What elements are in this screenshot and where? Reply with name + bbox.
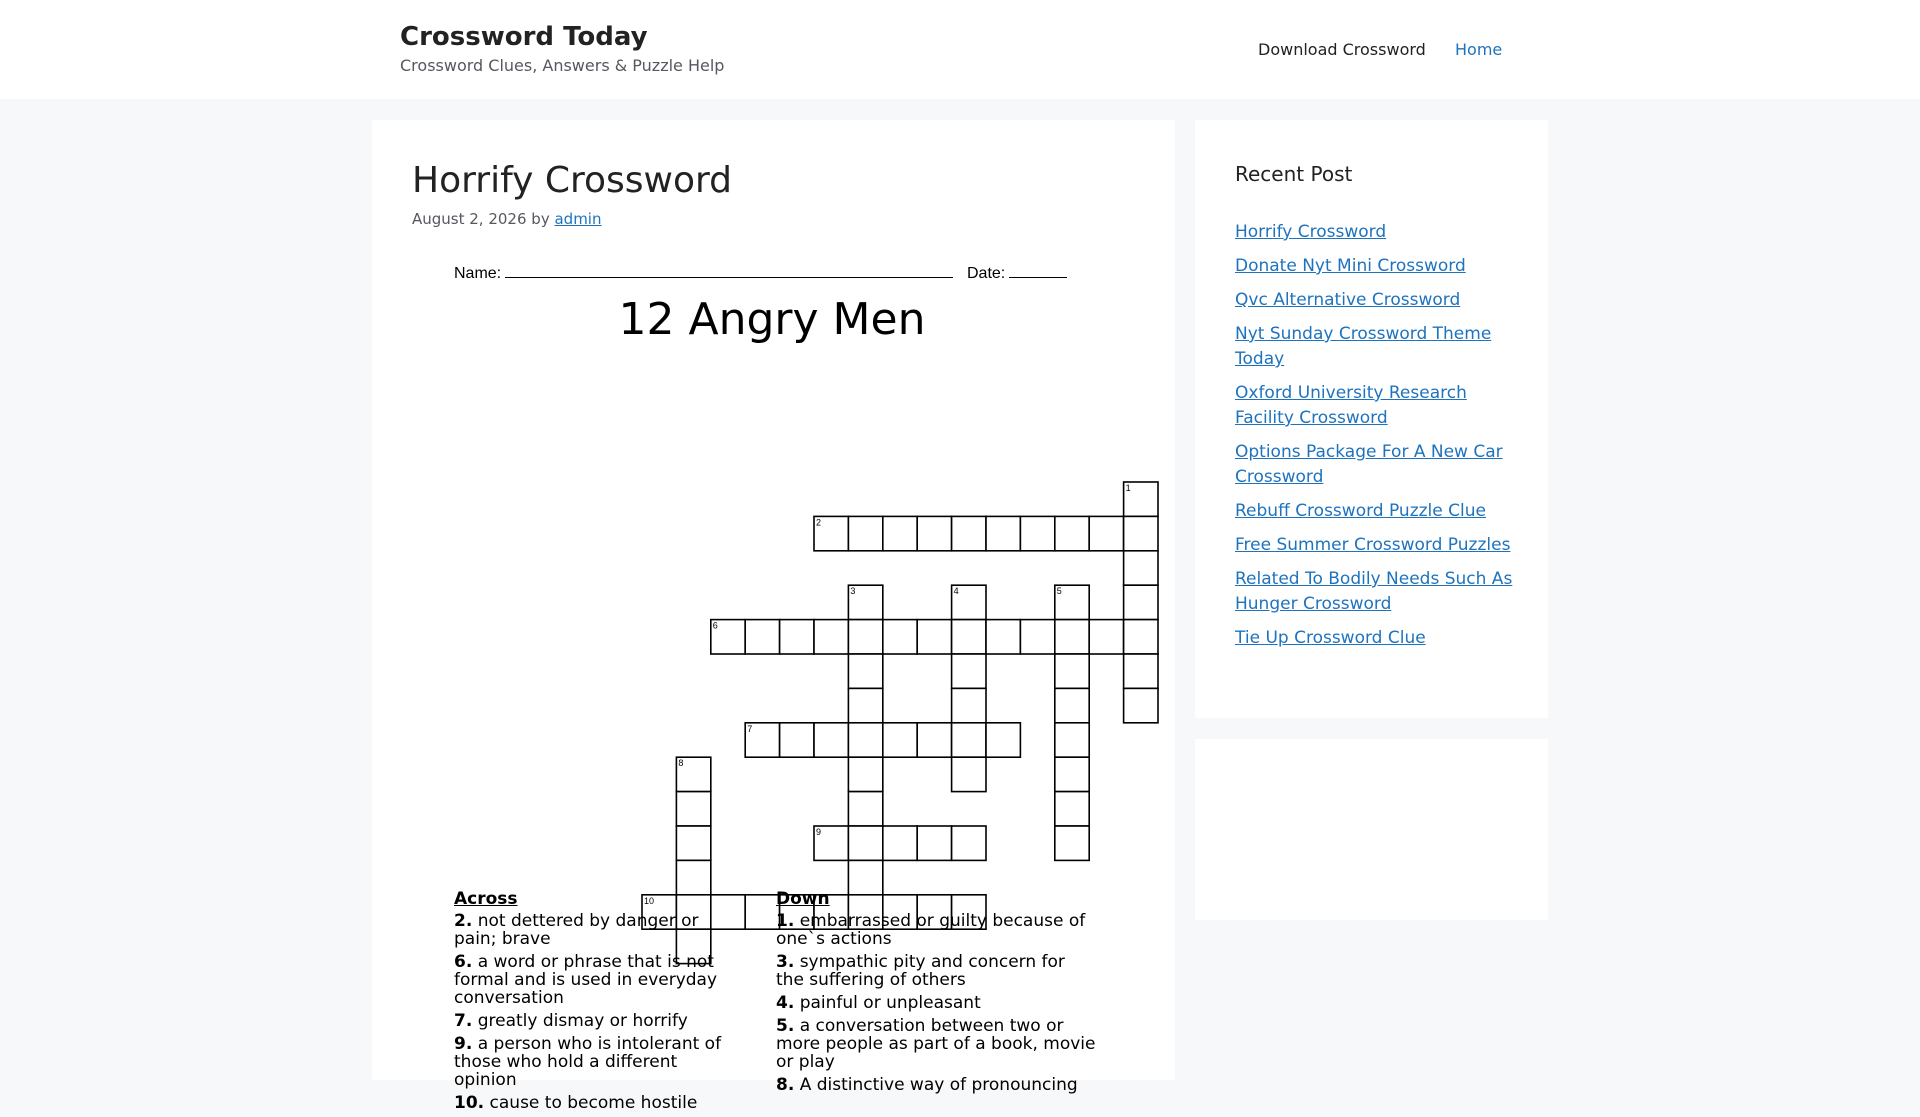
across-heading: Across	[454, 889, 518, 909]
recent-post-link[interactable]: Free Summer Crossword Puzzles	[1235, 535, 1511, 555]
list-item	[1235, 567, 1515, 617]
recent-post-link[interactable]: Tie Up Crossword Clue	[1235, 628, 1426, 648]
clue-number: 1.	[776, 911, 795, 931]
grid-cell	[745, 620, 779, 654]
grid-cell	[780, 723, 814, 757]
clue-number: 7.	[454, 1011, 473, 1031]
cell-number: 4	[953, 586, 959, 597]
grid-cell	[952, 757, 986, 791]
nav-home[interactable]: Home	[1455, 40, 1503, 59]
grid-cell	[848, 620, 882, 654]
main-content	[372, 120, 1175, 1113]
recent-post-link[interactable]: Horrify Crossword	[1235, 222, 1387, 242]
clue-across-9	[454, 1035, 744, 1089]
grid-cell	[1055, 792, 1089, 826]
grid-cell	[952, 620, 986, 654]
recent-post-link[interactable]: Options Package For A New Car Crossword	[1235, 442, 1503, 487]
puzzle-title: 12 Angry Men	[618, 294, 926, 345]
grid-cell	[676, 792, 710, 826]
recent-post-link[interactable]: Oxford University Research Facility Crossword	[1235, 383, 1467, 428]
recent-posts-title: Recent Post	[1235, 162, 1353, 186]
clue-number: 9.	[454, 1034, 473, 1054]
cell-number: 3	[850, 586, 856, 597]
clue-number: 5.	[776, 1016, 795, 1036]
clue-text: embarrassed or guilty because of one`s actions	[776, 911, 1086, 949]
cell-number: 2	[816, 517, 822, 528]
post-by: by	[531, 210, 550, 228]
grid-cell	[1055, 757, 1089, 791]
clue-number: 3.	[776, 952, 795, 972]
grid-cell	[848, 516, 882, 550]
clue-text: painful or unpleasant	[799, 993, 981, 1013]
nav-download-crossword[interactable]: Download Crossword	[1258, 40, 1426, 59]
grid-cell	[883, 516, 917, 550]
grid-cell	[1020, 620, 1054, 654]
list-item	[1235, 499, 1515, 524]
across-clues	[454, 890, 744, 1117]
list-item	[1235, 626, 1515, 651]
grid-cell	[848, 654, 882, 688]
name-label: Name:	[454, 265, 502, 282]
clue-down-4	[776, 994, 1096, 1012]
grid-cell	[745, 895, 779, 929]
grid-cell	[848, 723, 882, 757]
site-title[interactable]: Crossword Today	[400, 22, 648, 52]
clue-text: sympathic pity and concern for the suffering of others	[776, 952, 1065, 990]
grid-cell	[952, 826, 986, 860]
grid-cell	[952, 516, 986, 550]
author-link[interactable]: admin	[554, 210, 602, 228]
grid-cell	[1124, 551, 1158, 585]
clue-text: cause to become hostile	[489, 1093, 698, 1113]
grid-cell	[676, 826, 710, 860]
clue-text: a conversation between two or more people as part of a book, movie or play	[776, 1016, 1096, 1072]
grid-cell	[986, 516, 1020, 550]
list-item	[1235, 288, 1515, 313]
recent-posts-widget	[1195, 120, 1548, 718]
recent-post-link[interactable]: Rebuff Crossword Puzzle Clue	[1235, 501, 1486, 521]
grid-cell	[814, 620, 848, 654]
grid-cell	[883, 620, 917, 654]
cell-number: 6	[712, 620, 718, 631]
grid-cell	[1124, 688, 1158, 722]
clue-number: 4.	[776, 993, 795, 1013]
grid-cell	[986, 723, 1020, 757]
clue-across-7	[454, 1012, 744, 1030]
grid-cell	[1020, 516, 1054, 550]
grid-cell	[986, 620, 1020, 654]
clue-number: 2.	[454, 911, 473, 931]
post-date: August 2, 2026	[412, 210, 527, 228]
list-item	[1235, 381, 1515, 431]
list-item	[1235, 533, 1515, 558]
clue-across-2	[454, 912, 744, 948]
cell-number: 7	[747, 723, 753, 734]
grid-cell	[1124, 620, 1158, 654]
recent-post-link[interactable]: Nyt Sunday Crossword Theme Today	[1235, 324, 1492, 369]
down-clues	[776, 890, 1096, 1099]
clue-text: A distinctive way of pronouncing	[799, 1075, 1078, 1095]
grid-cell	[1055, 723, 1089, 757]
grid-cell	[1055, 620, 1089, 654]
grid-cell	[917, 723, 951, 757]
grid-cell	[1055, 516, 1089, 550]
grid-cell	[952, 654, 986, 688]
clue-text: greatly dismay or horrify	[477, 1011, 688, 1031]
cell-number: 5	[1056, 586, 1062, 597]
list-item	[1235, 322, 1515, 372]
grid-cell	[917, 516, 951, 550]
site-header	[0, 0, 1920, 99]
cell-number: 10	[644, 895, 655, 906]
clue-down-8	[776, 1076, 1096, 1094]
grid-cell	[952, 723, 986, 757]
grid-cell	[917, 620, 951, 654]
list-item	[1235, 440, 1515, 490]
cell-number: 9	[816, 827, 822, 837]
grid-cell	[1124, 654, 1158, 688]
recent-post-link[interactable]: Donate Nyt Mini Crossword	[1235, 256, 1466, 276]
recent-post-link[interactable]: Qvc Alternative Crossword	[1235, 290, 1461, 310]
clue-down-5	[776, 1017, 1096, 1071]
grid-cell	[1055, 688, 1089, 722]
clue-text: not dettered by danger or pain; brave	[454, 911, 699, 949]
recent-posts-list	[1235, 220, 1515, 660]
grid-cell	[848, 688, 882, 722]
grid-cell	[917, 826, 951, 860]
grid-cell	[952, 688, 986, 722]
grid-cell	[848, 792, 882, 826]
grid-cell	[1089, 620, 1123, 654]
clue-down-3	[776, 953, 1096, 989]
cell-number: 1	[1125, 483, 1131, 493]
crossword-sheet	[412, 250, 1132, 1113]
grid-cell	[1089, 516, 1123, 550]
list-item	[1235, 254, 1515, 279]
post-title: Horrify Crossword	[412, 160, 733, 201]
clue-number: 10.	[454, 1093, 485, 1113]
grid-cell	[883, 826, 917, 860]
site-description: Crossword Clues, Answers & Puzzle Help	[400, 56, 725, 75]
date-label: Date:	[967, 265, 1006, 282]
grid-cell	[848, 757, 882, 791]
grid-cell	[1055, 826, 1089, 860]
down-heading: Down	[776, 889, 830, 909]
post-meta	[412, 210, 601, 228]
empty-widget	[1195, 739, 1548, 920]
list-item	[1235, 220, 1515, 245]
grid-cell	[780, 620, 814, 654]
clue-across-6	[454, 953, 744, 1007]
clue-text: a word or phrase that is not formal and is used in everyday conversation	[454, 952, 718, 1008]
grid-cell	[814, 723, 848, 757]
clue-number: 8.	[776, 1075, 795, 1095]
recent-post-link[interactable]: Related To Bodily Needs Such As Hunger Crossword	[1235, 569, 1513, 614]
grid-cell	[883, 723, 917, 757]
clue-across-10	[454, 1094, 744, 1112]
grid-cell	[1124, 516, 1158, 550]
grid-cell	[1055, 654, 1089, 688]
clue-text: a person who is intolerant of those who hold a different opinion	[454, 1034, 722, 1090]
grid-cell	[1124, 585, 1158, 619]
clue-number: 6.	[454, 952, 473, 972]
cell-number: 8	[678, 758, 684, 769]
grid-cell	[848, 826, 882, 860]
clue-down-1	[776, 912, 1096, 948]
